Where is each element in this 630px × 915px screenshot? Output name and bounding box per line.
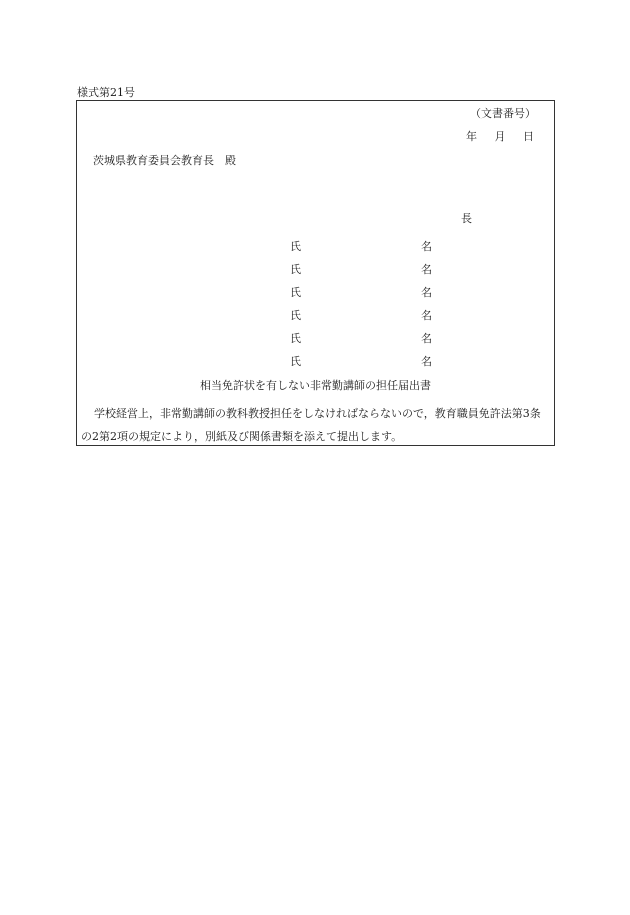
form-frame bbox=[76, 100, 555, 446]
form-number: 様式第21号 bbox=[77, 86, 135, 99]
given-name-label: 名 bbox=[421, 355, 432, 368]
date-day: 日 bbox=[523, 130, 534, 143]
given-name-label: 名 bbox=[421, 240, 432, 253]
signature-row bbox=[77, 332, 554, 346]
given-name-label: 名 bbox=[421, 286, 432, 299]
surname-label: 氏 bbox=[290, 263, 301, 276]
given-name-label: 名 bbox=[421, 263, 432, 276]
date-month: 月 bbox=[494, 130, 506, 143]
date-line bbox=[452, 130, 534, 144]
signature-row bbox=[77, 286, 554, 300]
given-name-label: 名 bbox=[421, 332, 432, 345]
date-year: 年 bbox=[466, 130, 477, 143]
body-text: 学校経営上，非常勤講師の教科教授担任をしなければならないので，教育職員免許法第3条の2第2項の規定により，別紙及び関係書類を添えて提出します。 bbox=[81, 407, 541, 443]
principal-title: 長 bbox=[461, 212, 472, 225]
signature-row bbox=[77, 355, 554, 369]
surname-label: 氏 bbox=[290, 332, 301, 345]
addressee: 茨城県教育委員会教育長 殿 bbox=[93, 154, 236, 167]
surname-label: 氏 bbox=[290, 286, 301, 299]
surname-label: 氏 bbox=[290, 309, 301, 322]
document-number: （文書番号） bbox=[470, 107, 536, 120]
surname-label: 氏 bbox=[290, 240, 301, 253]
surname-label: 氏 bbox=[290, 355, 301, 368]
document-title: 相当免許状を有しない非常勤講師の担任届出書 bbox=[200, 379, 431, 392]
signature-row bbox=[77, 309, 554, 323]
signature-row bbox=[77, 263, 554, 277]
signature-row bbox=[77, 240, 554, 254]
given-name-label: 名 bbox=[421, 309, 432, 322]
